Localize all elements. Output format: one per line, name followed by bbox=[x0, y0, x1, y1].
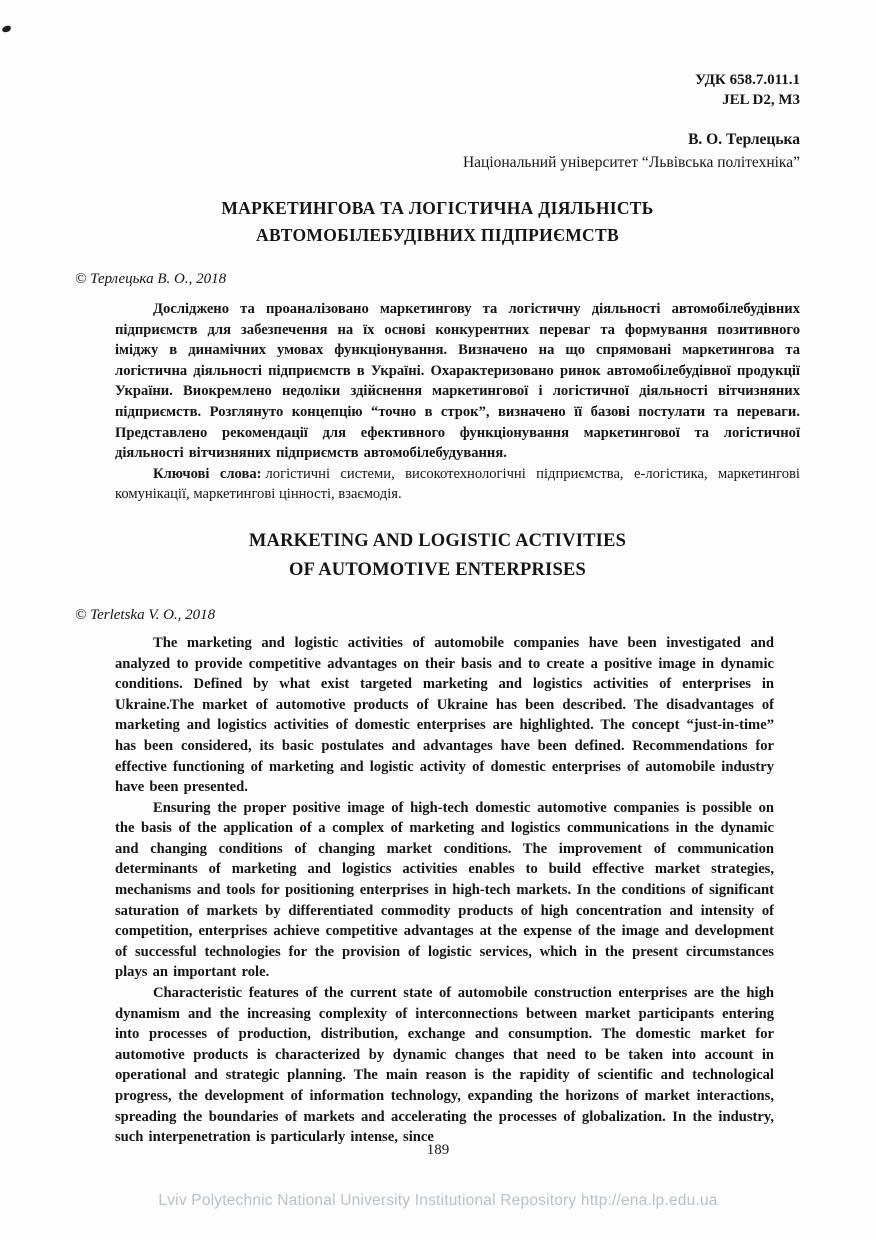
keywords-paragraph bbox=[115, 464, 800, 505]
abstract-en: The marketing and logistic activities of automobile companies have been investigated and analyzed to provide competitive advantages on their basis and to create a positive image in dynamic conditions. Defined by what exist targeted marketing and logistics activities of enterprises in Ukraine.The market of automotive products of Ukraine has been described. The disadvantages of marketing and logistics activities of domestic enterprises are highlighted. The concept “just-in-time” has been considered, its basic postulates and advantages have been defined. Recommendations for effective functioning of marketing and logistic activity of domestic enterprises of automobile industry have been presented. bbox=[115, 634, 774, 796]
jel-code: JEL D2, M3 bbox=[722, 92, 800, 108]
author-name: В. О. Терлецька bbox=[688, 131, 800, 148]
copyright-uk: © Терлецька В. О., 2018 bbox=[75, 271, 227, 287]
article-title-en-line1: MARKETING AND LOGISTIC ACTIVITIES bbox=[248, 530, 627, 551]
body-paragraph: Ensuring the proper positive image of high-tech domestic automotive companies is possible on the basis of the application of a complex of marketing and logistics communications in the dynamic and changing conditions of changing market conditions. The improvement of communication determinants of marketing and logistics activities enables to build effective market strategies, mechanisms and tools for positioning enterprises in high-tech markets. In the conditions of significant saturation of markets by differentiated commodity products of high concentration and intensity of competition, enterprises achieve competitive advantages at the expense of the image and development of successful technologies for the provision of logistic services, which in the present circumstances plays an important role. bbox=[115, 799, 774, 981]
article-title-en bbox=[75, 527, 800, 585]
abstract-uk: Досліджено та проаналізовано маркетингову та логістичну діяльності автомобілебудівних підприємств для забезпечення на їх основі конкурентних переваг та формування позитивного іміджу в динамічних умовах функціонування. Визначено на що спрямовані маркетингова та логістична діяльності підприємств в Україні. Охарактеризовано ринок автомобілебудівної продукції України. Виокремлено недоліки здійснення маркетингової і логістичної діяльності вітчизняних підприємств. Розглянуто концепцію “точно в строк”, визначено її базові постулати та переваги. Представлено рекомендації для ефективного функціонування маркетингової та логістичної діяльності вітчизняних підприємств автомобілебудування. bbox=[115, 301, 800, 462]
author-affiliation: Національний університет “Львівська політехніка” bbox=[462, 154, 800, 171]
article-title-uk-line1: МАРКЕТИНГОВА ТА ЛОГІСТИЧНА ДІЯЛЬНІСТЬ bbox=[221, 198, 654, 218]
abstract-block-uk bbox=[115, 299, 800, 505]
body-paragraph: Characteristic features of the current state of automobile construction enterprises are the high dynamism and the increasing complexity of interconnections between market participants entering into processes of production, distribution, exchange and consumption. The domestic market for automotive products is characterized by dynamic changes that need to be taken into account in operational and strategic planning. The main reason is the rapidity of scientific and technological progress, the development of information technology, expanding the horizons of market interactions, spreading the boundaries of markets and accelerating the processes of globalization. In the industry, such interpenetration is particularly intense, since bbox=[115, 985, 774, 1146]
page-number: 189 bbox=[426, 1142, 450, 1158]
udc-code: УДК 658.7.011.1 bbox=[695, 72, 800, 88]
article-title-uk-line2: АВТОМОБІЛЕБУДІВНИХ ПІДПРИЄМСТВ bbox=[256, 225, 619, 245]
article-title-uk bbox=[75, 195, 800, 249]
classification-codes bbox=[75, 70, 800, 110]
copyright-en: © Terletska V. O., 2018 bbox=[75, 606, 216, 623]
keywords-label: Ключові слова: bbox=[153, 465, 262, 482]
article-title-en-line2: OF AUTOMOTIVE ENTERPRISES bbox=[289, 559, 586, 580]
english-text-block bbox=[115, 633, 774, 1148]
repository-footer: Lviv Polytechnic National University Institutional Repository http://ena.lp.edu.ua bbox=[158, 1192, 718, 1209]
keywords-list: логістичні системи, високотехнологічні підприємства, е-логістика, маркетингові комунікації, маркетингові цінності, взаємодія. bbox=[115, 465, 800, 503]
